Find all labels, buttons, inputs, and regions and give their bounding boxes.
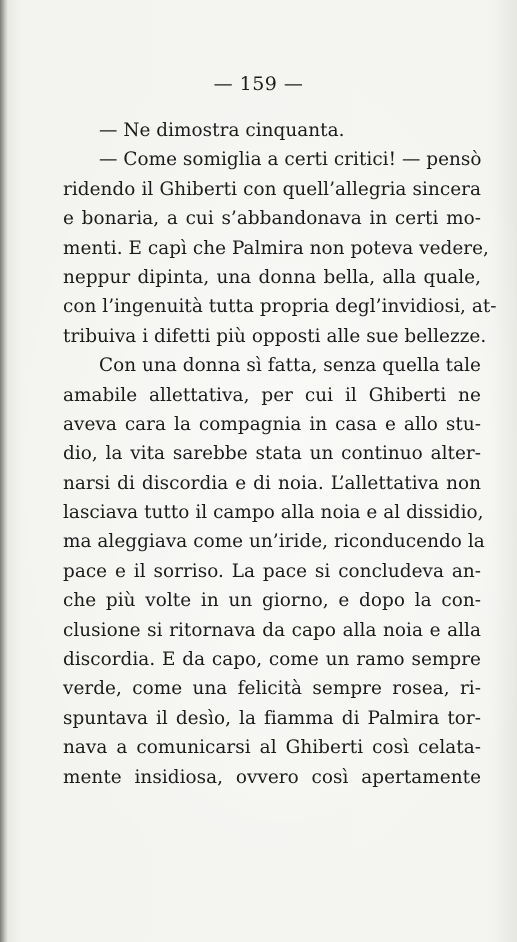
text-line: pace e il sorriso. La pace si concludeva an-	[63, 560, 481, 582]
text-line: spuntava il desìo, la fiamma di Palmira tor-	[63, 707, 481, 729]
text-line: con l’ingenuità tutta propria degl’invidiosi, at-	[63, 296, 497, 318]
text-line: dio, la vita sarebbe stata un continuo alter-	[63, 443, 481, 465]
text-line: neppur dipinta, una donna bella, alla quale,	[63, 266, 481, 288]
text-line: nava a comunicarsi al Ghiberti così celata-	[63, 737, 481, 759]
page-number: — 159 —	[213, 73, 304, 95]
text-line: amabile allettativa, per cui il Ghiberti ne	[63, 384, 481, 406]
text-line: Con una donna sì fatta, senza quella tale	[99, 355, 481, 377]
text-line: — Come somiglia a certi critici! — pensò	[99, 149, 482, 171]
text-line: tribuiva i difetti più opposti alle sue bellezze.	[63, 325, 487, 347]
text-line: ma aleggiava come un’iride, riconducendo la	[63, 531, 485, 553]
text-line: narsi di discordia e di noia. L’allettativa non	[63, 472, 481, 494]
text-line: lasciava tutto il campo alla noia e al dissidio,	[63, 502, 484, 524]
text-line: ridendo il Ghiberti con quell’allegria sincera	[63, 178, 481, 200]
text-line: mente insidiosa, ovvero così apertamente	[63, 766, 481, 788]
text-line: e bonaria, a cui s’abbandonava in certi mo-	[63, 208, 481, 230]
text-line: discordia. E da capo, come un ramo sempre	[63, 649, 481, 671]
text-line: verde, come una felicità sempre rosea, ri-	[63, 678, 481, 700]
text-line: — Ne dimostra cinquanta.	[99, 120, 345, 141]
text-line: aveva cara la compagnia in casa e allo stu-	[63, 413, 481, 435]
page-binding-edge	[0, 0, 8, 942]
body-text	[63, 116, 497, 792]
text-line: clusione si ritornava da capo alla noia e alla	[63, 619, 481, 641]
text-line: menti. E capì che Palmira non poteva vedere,	[63, 237, 489, 259]
text-line: che più volte in un giorno, e dopo la con-	[63, 590, 481, 612]
